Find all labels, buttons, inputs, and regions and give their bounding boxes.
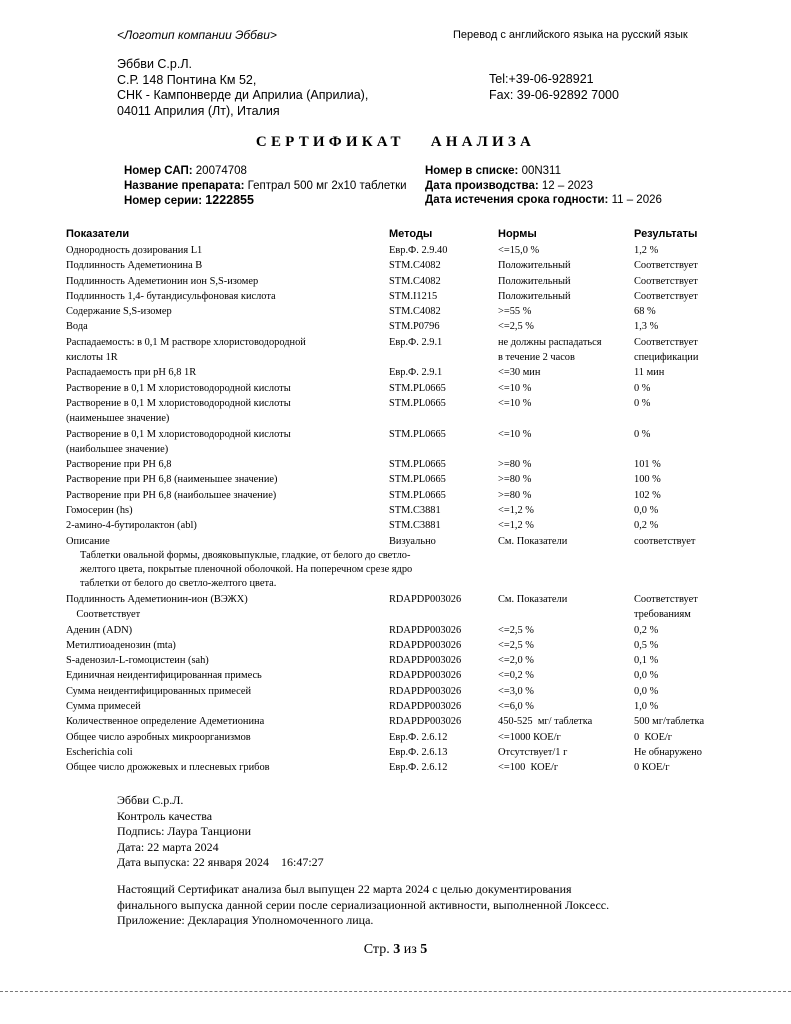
method-cell: STM.PL0665 — [389, 382, 446, 394]
result-cell: 0 % — [634, 428, 651, 440]
norm-cell: <=10 % — [498, 428, 532, 440]
company-name: Эббви С.р.Л. — [117, 57, 192, 71]
parameter-cell: Вода — [66, 321, 88, 333]
parameter-cell: Растворение в 0,1 М хлористоводородной кислоты (наибольшее значение) — [66, 428, 291, 455]
table-row — [66, 381, 749, 396]
title-word: АНАЛИЗА — [430, 134, 536, 150]
norm-cell: См. Показатели — [498, 593, 568, 605]
header-result: Результаты — [634, 228, 698, 240]
method-cell: STM.C4082 — [389, 275, 441, 287]
translation-note: Перевод с английского языка на русский язык — [453, 29, 688, 41]
norm-cell: <=0,2 % — [498, 670, 534, 682]
norm-cell: <=2,5 % — [498, 321, 534, 333]
signature-block — [117, 793, 324, 871]
parameter-cell: Escherichia coli — [66, 746, 133, 758]
norm-cell: <=15,0 % — [498, 245, 540, 256]
method-cell: STM.I1215 — [389, 290, 438, 302]
method-cell: RDAPDP003026 — [389, 685, 462, 697]
method-cell: RDAPDP003026 — [389, 593, 462, 605]
result-cell: соответствует — [634, 535, 696, 547]
method-cell: Евр.Ф. 2.6.12 — [389, 731, 448, 743]
norm-cell: >=80 % — [498, 459, 532, 471]
expiry-label: Дата истечения срока годности: — [425, 194, 609, 206]
norm-cell: <=1,2 % — [498, 505, 534, 517]
header-method: Методы — [389, 228, 433, 240]
norm-cell: См. Показатели — [498, 535, 568, 547]
result-cell: Соответствует — [634, 290, 698, 302]
parameter-cell: Растворение при РН 6,8 (наименьшее значение) — [66, 474, 278, 486]
parameter-cell: Растворение при РН 6,8 (наибольшее значение) — [66, 489, 277, 501]
parameter-cell: Количественное определение Адеметионина — [66, 716, 265, 728]
method-cell: Визуально — [389, 535, 436, 547]
table-row — [66, 396, 749, 427]
list-label: Номер в списке: — [425, 165, 519, 177]
footer-release-date: Дата выпуска: 22 января 2024 16:47:27 — [117, 855, 324, 869]
table-row — [66, 488, 749, 503]
footer-company: Эббви С.р.Л. — [117, 793, 184, 807]
parameter-cell: Подлинность Адеметионин-ион (ВЭЖХ) Соответствует — [66, 593, 248, 621]
page-number — [0, 942, 791, 958]
result-cell: Соответствует требованиям — [634, 593, 698, 621]
method-cell: RDAPDP003026 — [389, 670, 462, 682]
parameter-cell: Распадаемость: в 0,1 М растворе хлористоводородной кислоты 1R — [66, 336, 306, 364]
result-cell: 0,2 % — [634, 520, 659, 532]
result-cell: 101 % — [634, 459, 661, 471]
table-row — [66, 457, 749, 472]
result-cell: 1,2 % — [634, 245, 659, 256]
page-middle: из — [400, 942, 421, 957]
table-row — [66, 335, 749, 366]
result-cell: 0,0 % — [634, 685, 659, 697]
norm-cell: >=55 % — [498, 306, 532, 318]
norm-cell: не должны распадаться в течение 2 часов — [498, 336, 602, 364]
page-break-divider — [0, 991, 791, 992]
norm-cell: 450-525 мг/ таблетка — [498, 716, 593, 728]
parameter-cell: Растворение в 0,1 М хлористоводородной кислоты — [66, 382, 291, 394]
parameter-cell: Метилтиоаденозин (mta) — [66, 639, 176, 651]
batch-label: Номер серии: — [124, 195, 203, 207]
page-current: 3 — [393, 942, 401, 957]
method-cell: Евр.Ф. 2.6.13 — [389, 746, 448, 758]
product-meta-right — [425, 164, 662, 208]
header-parameter: Показатели — [66, 228, 130, 240]
address-line: СНК - Кампонверде ди Априлиа (Априлиа), — [117, 88, 369, 102]
parameter-cell: Растворение при РН 6,8 — [66, 459, 172, 471]
table-row — [66, 304, 749, 319]
parameter-cell: Единичная неидентифицированная примесь — [66, 670, 262, 682]
parameter-cell: Описание — [66, 535, 110, 547]
table-row — [66, 427, 749, 458]
table-row — [66, 518, 749, 533]
result-cell: 500 мг/таблетка — [634, 716, 705, 728]
footer-department: Контроль качества — [117, 808, 213, 823]
result-cell: 0 КОЕ/г — [634, 762, 670, 774]
norm-cell: >=80 % — [498, 474, 532, 486]
page-total: 5 — [420, 942, 428, 957]
phone: Tel:+39-06-928921 — [489, 72, 594, 86]
method-cell: Евр.Ф. 2.6.12 — [389, 762, 448, 774]
table-body — [66, 592, 749, 776]
method-cell: RDAPDP003026 — [389, 624, 462, 636]
address-line: С.Р. 148 Понтина Км 52, — [117, 72, 257, 87]
norm-cell: <=10 % — [498, 397, 532, 409]
method-cell: RDAPDP003026 — [389, 639, 462, 651]
company-logo-placeholder: <Логотип компании Эббви> — [117, 28, 277, 42]
mfg-date-value: 12 – 2023 — [541, 179, 594, 192]
result-cell: 0,0 % — [634, 505, 659, 517]
product-meta-left — [124, 164, 407, 209]
norm-cell: >=80 % — [498, 489, 532, 501]
sap-value: 20074708 — [195, 165, 247, 177]
method-cell: RDAPDP003026 — [389, 716, 462, 728]
method-cell: RDAPDP003026 — [389, 655, 462, 667]
list-value: 00N311 — [521, 165, 561, 177]
norm-cell: <=2,5 % — [498, 639, 534, 651]
table-row — [66, 699, 749, 714]
method-cell: Евр.Ф. 2.9.1 — [389, 336, 443, 348]
parameter-cell: Однородность дозирования L1 — [66, 245, 203, 256]
table-row — [66, 638, 749, 653]
parameter-cell: 2-амино-4-бутиролактон (abl) — [66, 520, 197, 532]
result-cell: 0 КОЕ/г — [634, 731, 673, 743]
parameter-cell: Распадаемость при рН 6,8 1R — [66, 367, 197, 379]
norm-cell: <=1,2 % — [498, 520, 534, 532]
analysis-table — [66, 228, 749, 776]
result-cell: Соответствует спецификации — [634, 336, 699, 364]
method-cell: Евр.Ф. 2.9.1 — [389, 367, 443, 379]
norm-cell: <=6,0 % — [498, 701, 534, 713]
table-row — [66, 319, 749, 334]
norm-cell: Положительный — [498, 275, 571, 287]
parameter-cell: Подлинность Адеметионин ион S,S-изомер — [66, 275, 259, 287]
result-cell: Не обнаружено — [634, 746, 702, 758]
table-row — [66, 503, 749, 518]
table-row — [66, 243, 749, 258]
table-row — [66, 623, 749, 638]
method-cell: STM.PL0665 — [389, 428, 446, 440]
result-cell: 102 % — [634, 489, 661, 501]
release-note — [117, 882, 609, 929]
method-cell: STM.C4082 — [389, 306, 441, 318]
result-cell: 68 % — [634, 306, 656, 318]
table-row — [66, 714, 749, 729]
description-body — [66, 549, 749, 592]
norm-cell: <=3,0 % — [498, 685, 534, 697]
note-line: Приложение: Декларация Уполномоченного лица. — [117, 913, 374, 927]
title-word: СЕРТИФИКАТ — [255, 134, 405, 150]
description-row — [66, 549, 749, 592]
norm-cell: <=100 КОЕ/г — [498, 762, 559, 774]
description-text: Таблетки овальной формы, двояковыпуклые, гладкие, от белого до светло- желтого цвета, покрытые пленочной оболочкой. На поперечном срезе ядро таблетки от белого до светло-желтого цвета. — [80, 549, 413, 589]
method-cell: STM.PL0665 — [389, 459, 446, 471]
parameter-cell: Подлинность Адеметионина В — [66, 260, 203, 272]
sap-label: Номер САП: — [124, 165, 193, 177]
parameter-cell: Растворение в 0,1 М хлористоводородной кислоты (наименьшее значение) — [66, 397, 291, 425]
table-row — [66, 274, 749, 289]
norm-cell: <=2,0 % — [498, 655, 534, 667]
note-line: Настоящий Сертификат анализа был выпущен 22 марта 2024 с целью документирования — [117, 882, 572, 896]
parameter-cell: Гомосерин (hs) — [66, 505, 133, 517]
method-cell: RDAPDP003026 — [389, 701, 462, 713]
method-cell: STM.PL0665 — [389, 474, 446, 486]
method-cell: STM.C4082 — [389, 260, 441, 272]
table-row — [66, 653, 749, 668]
result-cell: 1,3 % — [634, 321, 659, 333]
parameter-cell: Общее число аэробных микроорганизмов — [66, 731, 251, 743]
result-cell: 1,0 % — [634, 701, 659, 713]
table-row — [66, 592, 749, 623]
norm-cell: <=30 мин — [498, 367, 541, 379]
company-contacts — [489, 72, 619, 103]
expiry-value: 11 – 2026 — [611, 194, 662, 206]
result-cell: Соответствует — [634, 260, 698, 272]
norm-cell: <=1000 КОЕ/г — [498, 731, 561, 743]
result-cell: 0,1 % — [634, 655, 659, 667]
parameter-cell: Содержание S,S-изомер — [66, 306, 172, 318]
method-cell: STM.PL0665 — [389, 489, 446, 501]
norm-cell: Отсутствует/1 г — [498, 746, 568, 758]
norm-cell: Положительный — [498, 290, 571, 302]
parameter-cell: Сумма примесей — [66, 701, 141, 713]
method-cell: STM.PL0665 — [389, 397, 446, 409]
result-cell: 0,0 % — [634, 670, 659, 682]
table-row — [66, 289, 749, 304]
company-address — [117, 57, 368, 119]
table-row — [66, 745, 749, 760]
result-cell: 0,5 % — [634, 639, 659, 651]
footer-signature: Подпись: Лаура Танциони — [117, 824, 252, 838]
table-row — [66, 258, 749, 273]
note-line: финального выпуска данной серии после сериализационной активности, выполненной Локсесс. — [117, 897, 610, 912]
mfg-date-label: Дата производства: — [425, 179, 539, 192]
norm-cell: <=10 % — [498, 382, 532, 394]
norm-cell: <=2,5 % — [498, 624, 534, 636]
parameter-cell: Подлинность 1,4- бутандисульфоновая кислота — [66, 290, 276, 302]
parameter-cell: Общее число дрожжевых и плесневых грибов — [66, 762, 270, 774]
table-header-row — [66, 228, 749, 243]
product-value: Гептрал 500 мг 2х10 таблетки — [247, 179, 407, 192]
result-cell: 0 % — [634, 397, 651, 409]
norm-cell: Положительный — [498, 260, 571, 272]
address-line: 04011 Априлия (Лт), Италия — [117, 103, 280, 118]
method-cell: Евр.Ф. 2.9.40 — [389, 245, 448, 256]
table-row — [66, 668, 749, 683]
result-cell: 100 % — [634, 474, 661, 486]
footer-date: Дата: 22 марта 2024 — [117, 839, 219, 854]
page-prefix: Стр. — [363, 942, 394, 957]
table-row — [66, 472, 749, 487]
table-row — [66, 534, 749, 549]
document-title — [0, 134, 791, 151]
result-cell: 0 % — [634, 382, 651, 394]
method-cell: STM.P0796 — [389, 321, 440, 333]
header-norm: Нормы — [498, 228, 537, 240]
product-label: Название препарата: — [124, 179, 245, 192]
parameter-cell: Сумма неидентифицированных примесей — [66, 685, 252, 697]
table-row — [66, 760, 749, 775]
table-row — [66, 365, 749, 380]
result-cell: 0,2 % — [634, 624, 659, 636]
batch-value: 1222855 — [205, 193, 254, 207]
fax: Fax: 39-06-92892 7000 — [489, 87, 619, 102]
method-cell: STM.C3881 — [389, 505, 441, 517]
parameter-cell: S-аденозил-L-гомоцистеин (sah) — [66, 655, 209, 667]
parameter-cell: Аденин (ADN) — [66, 624, 133, 636]
method-cell: STM.C3881 — [389, 520, 441, 532]
table-row — [66, 730, 749, 745]
table-row — [66, 684, 749, 699]
result-cell: Соответствует — [634, 275, 698, 287]
table-body — [66, 243, 749, 549]
result-cell: 11 мин — [634, 367, 665, 379]
